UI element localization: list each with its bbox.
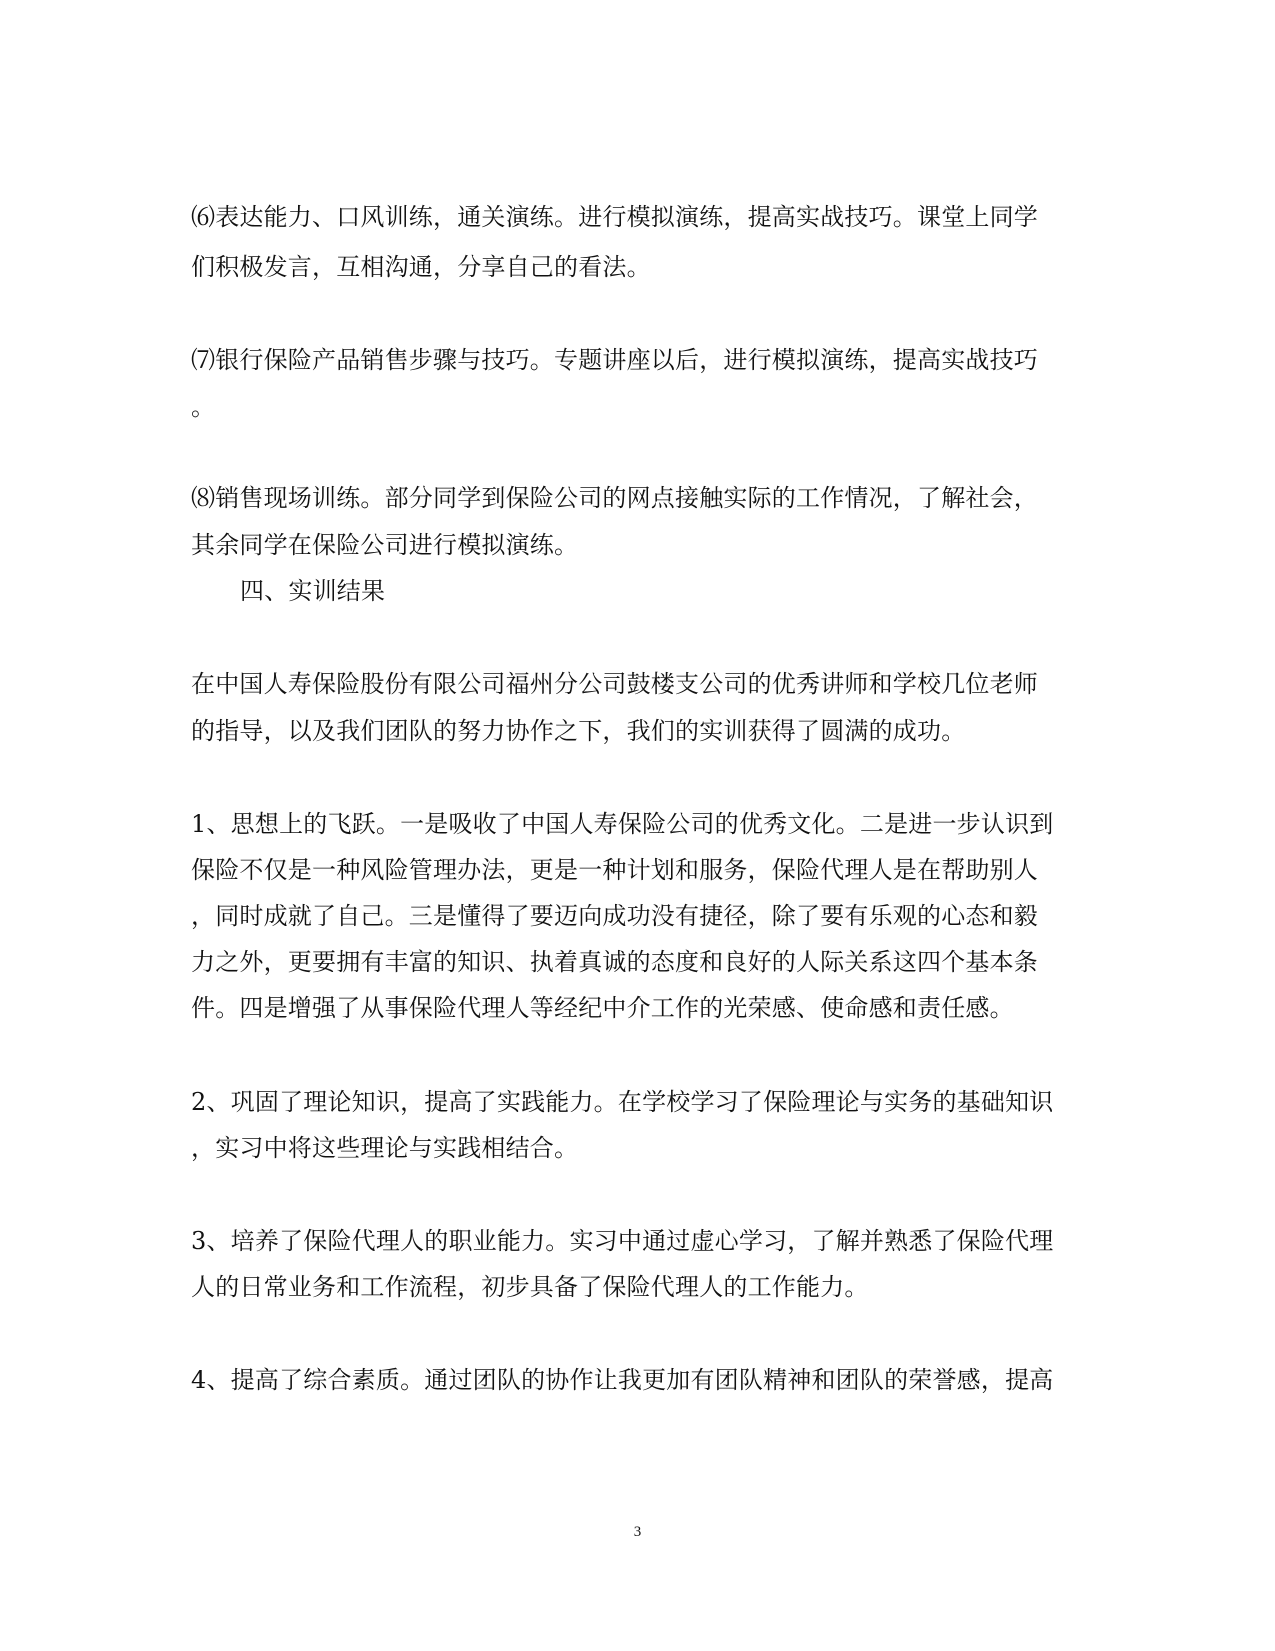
result-1-line-2: 保险不仅是一种风险管理办法，更是一种计划和服务，保险代理人是在帮助别人 bbox=[191, 856, 1038, 884]
result-4-line-1: 4、提高了综合素质。通过团队的协作让我更加有团队精神和团队的荣誉感，提高 bbox=[191, 1366, 1054, 1394]
result-3-line-2: 人的日常业务和工作流程，初步具备了保险代理人的工作能力。 bbox=[191, 1273, 869, 1301]
paragraph-8-line-2: 其余同学在保险公司进行模拟演练。 bbox=[191, 531, 579, 559]
paragraph-7-line-2: 。 bbox=[191, 393, 216, 421]
result-1-line-4: 力之外，更要拥有丰富的知识、执着真诚的态度和良好的人际关系这四个基本条 bbox=[191, 948, 1038, 976]
paragraph-6-line-2: 们积极发言，互相沟通，分享自己的看法。 bbox=[191, 253, 651, 281]
section-heading-results: 四、实训结果 bbox=[240, 577, 386, 605]
result-3-line-1: 3、培养了保险代理人的职业能力。实习中通过虚心学习，了解并熟悉了保险代理 bbox=[191, 1227, 1054, 1255]
result-1-line-5: 件。四是增强了从事保险代理人等经纪中介工作的光荣感、使命感和责任感。 bbox=[191, 994, 1014, 1022]
results-intro-line-2: 的指导，以及我们团队的努力协作之下，我们的实训获得了圆满的成功。 bbox=[191, 717, 966, 745]
paragraph-8-line-1: ⑻销售现场训练。部分同学到保险公司的网点接触实际的工作情况，了解社会， bbox=[191, 484, 1038, 512]
result-2-line-2: ，实习中将这些理论与实践相结合。 bbox=[191, 1134, 579, 1162]
paragraph-6-line-1: ⑹表达能力、口风训练，通关演练。进行模拟演练，提高实战技巧。课堂上同学 bbox=[191, 203, 1038, 231]
paragraph-7-line-1: ⑺银行保险产品销售步骤与技巧。专题讲座以后，进行模拟演练，提高实战技巧 bbox=[191, 346, 1038, 374]
result-1-line-3: ，同时成就了自己。三是懂得了要迈向成功没有捷径，除了要有乐观的心态和毅 bbox=[191, 902, 1038, 930]
page-number: 3 bbox=[633, 1524, 642, 1540]
results-intro-line-1: 在中国人寿保险股份有限公司福州分公司鼓楼支公司的优秀讲师和学校几位老师 bbox=[191, 670, 1038, 698]
result-1-line-1: 1、思想上的飞跃。一是吸收了中国人寿保险公司的优秀文化。二是进一步认识到 bbox=[191, 810, 1054, 838]
result-2-line-1: 2、巩固了理论知识，提高了实践能力。在学校学习了保险理论与实务的基础知识 bbox=[191, 1088, 1054, 1116]
